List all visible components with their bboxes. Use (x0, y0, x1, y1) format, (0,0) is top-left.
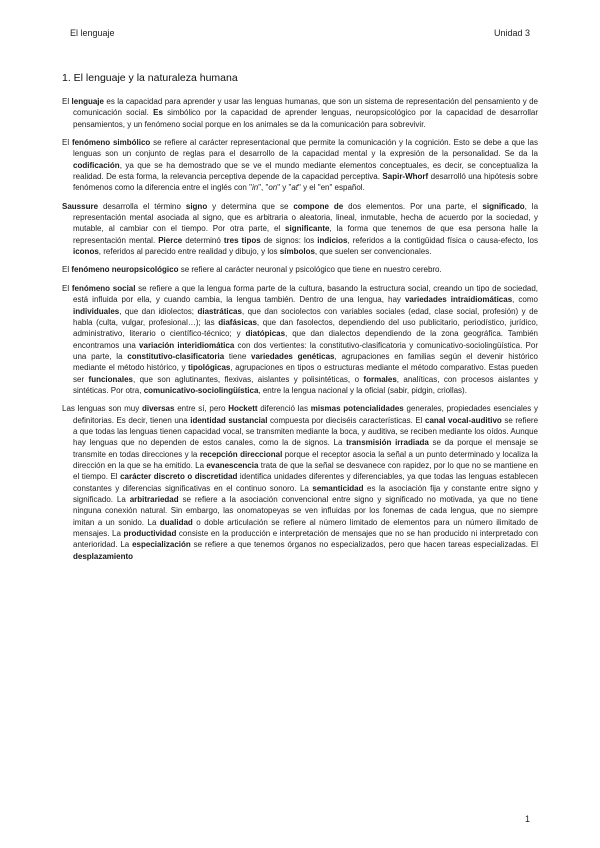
text-run: se refiere a que tenemos órganos no especializados, pero que hacen tareas especializadas. El (190, 540, 538, 550)
text-run: se refiere al carácter neuronal y psicológico que tiene en nuestro cerebro. (178, 265, 442, 275)
page-number: 1 (524, 814, 530, 824)
paragraph-lenguaje-definition (62, 96, 538, 130)
bold-term: signo (185, 201, 208, 211)
bold-term: lenguaje (71, 97, 104, 106)
text-run: es la capacidad para aprender y usar las lenguas humanas, que son un sistema de representación del pensamiento y de comunicación social. (73, 97, 538, 118)
bold-term: diversas (141, 404, 175, 414)
text-run: , referidos al parecido entre realidad y dibujo, y los (98, 247, 280, 257)
text-run: de signos: los (260, 235, 318, 245)
text-run: dos elementos. Por una parte, el (343, 201, 483, 211)
text-run: o doble articulación se refiere al número limitado de elementos para un número ilimitado de mensajes. La (73, 517, 538, 539)
bold-term: iconos (73, 247, 99, 257)
bold-term: tres tipos (223, 235, 261, 245)
text-run: , agrupaciones en familias según el devenir histórico mediante el método histórico, y (73, 351, 539, 373)
bold-term: formales (363, 374, 397, 384)
bold-term: tipológicas (188, 363, 231, 373)
bold-term: variación interidiomática (139, 340, 235, 350)
text-run: desarrolló una hipótesis sobre fenómenos como la diferencia entre el inglés con " (73, 172, 539, 193)
text-run: , la representación mental asociada al signo, que es arbitraria o aleatoria, lineal, inmutable, hecha de acuerdo por la sociedad, y mutable, al cambiar con el tiempo. Por otra parte, el (73, 201, 539, 234)
bold-term: carácter discreto o discretidad (120, 472, 238, 482)
bold-term: transmisión irradiada (346, 438, 429, 448)
text-run: El (62, 265, 72, 275)
text-run: Las lenguas son muy (62, 404, 142, 414)
bold-term: codificación (73, 160, 120, 170)
text-run: simbólico por la capacidad de aprender lenguas, neuropsicológico por la capacidad de desarrollar pensamientos, y un fenómeno social porque en los animales se da la comunicación para sobrevivir. (73, 108, 538, 129)
bold-term: mismas potencialidades (310, 404, 404, 414)
bold-term: Hockett (228, 404, 258, 414)
bold-term: fenómeno simbólico (71, 138, 151, 148)
text-run: ", " (258, 183, 269, 193)
bold-term: diafásicas (218, 317, 257, 327)
bold-term: significado (482, 201, 525, 211)
paragraph-hockett-caracteristicas (62, 403, 538, 562)
bold-term: especialización (132, 540, 191, 550)
italic-term: in (251, 183, 259, 193)
text-run: se refiere a que la lengua forma parte de la cultura, basando la estructura social, creando un tipo de sociedad, está influida por ella, y cuando cambia, la lengua también. Dentro de una lengua, hay (73, 283, 539, 305)
text-run: y determina que se (207, 201, 294, 211)
text-run: determinó (182, 235, 224, 245)
bold-term: canal vocal-auditivo (425, 415, 502, 425)
bold-term: Sapir-Whorf (382, 172, 429, 182)
bold-term: individuales (73, 306, 120, 316)
bold-term: fenómeno neuropsicológico (71, 265, 179, 275)
text-run: " y el "en" español. (298, 183, 365, 193)
body-text (62, 96, 538, 569)
bold-term: variedades intraidiomáticas (404, 295, 513, 305)
text-run: consiste en la producción e interpretación de mensajes que no se han producido ni interpretado con anterioridad. La (73, 529, 538, 550)
bold-term: comunicativo-sociolingüística (143, 385, 259, 395)
text-run: diferenció las (257, 404, 311, 414)
text-run: generales, propiedades esenciales y definitorias. Es decir, tienen una (73, 404, 538, 425)
text-run: trata de que la señal se desvanece con rapidez, por lo que no se mantiene en el tiempo. El (73, 460, 539, 482)
text-run: compuesta por dieciséis características. El (267, 415, 426, 425)
bold-term: recepción direccional (199, 449, 283, 459)
text-run: identifica unidades diferentes y diferenciables, ya que todas las lenguas establecen constantes y diferencias significativas en el continuo sonoro. La (73, 472, 538, 493)
paragraph-fenomeno-simbolico (62, 137, 538, 194)
text-run: se refiere al carácter representacional que permite la comunicación y la cognición. Esto se debe a que las lenguas son un conjunto de reglas para el desarrollo de la capacidad mental y la expresión de la personalidad. Se da la (73, 138, 538, 159)
text-run: , como (512, 295, 538, 305)
text-run: , ya que se ha demostrado que se ve el mundo mediante elementos conceptuales, es decir, se conceptualiza la realidad. De esta forma, la relevancia perceptiva depende de la capacidad perceptiva. (73, 160, 538, 182)
text-run: , la forma que tenemos de que esa persona halle la representación mental. (73, 224, 538, 245)
paragraph-fenomeno-neuropsicologico (62, 264, 538, 275)
bold-term: identidad sustancial (190, 415, 268, 425)
text-run: desarrolla el término (98, 201, 186, 211)
text-run: porque el receptor asocia la señal a un punto determinado y localiza la dirección en la que se ha emitido. La (73, 449, 538, 470)
header-document-title: El lenguaje (70, 28, 115, 38)
text-run: El (62, 283, 72, 293)
text-run: , que dan fasolectos, dependiendo del uso publicitario, periodístico, jurídico, administrativo, literario o científico-técnico; y (73, 317, 538, 339)
text-run: , agrupaciones en tipos o estructuras mediante el método comparativo. Estas pueden ser (73, 363, 538, 384)
bold-term: dualidad (159, 517, 193, 527)
bold-term: semanticidad (312, 483, 364, 493)
bold-term: diastráticas (197, 306, 242, 316)
bold-term: constitutivo-clasificatoria (127, 351, 225, 361)
bold-term: desplazamiento (73, 551, 134, 561)
text-run: entre sí, pero (174, 404, 229, 414)
text-run: tiene (224, 351, 252, 361)
bold-term: funcionales (88, 374, 133, 384)
paragraph-saussure-signo (62, 201, 538, 258)
text-run: , entre la lengua nacional y la oficial (sabir, pidgin, criollas). (258, 385, 467, 395)
bold-term: significante (285, 224, 330, 234)
bold-term: evanescencia (206, 460, 259, 470)
bold-term: variedades genéticas (251, 351, 335, 361)
section-title: 1. El lenguaje y la naturaleza humana (62, 72, 238, 84)
text-run: " y " (277, 183, 292, 193)
paragraph-fenomeno-social (62, 283, 538, 396)
bold-term: arbitrariedad (129, 495, 179, 504)
text-run: , referidos a la contigüidad física o causa-efecto, los (347, 235, 538, 245)
text-run: , que suelen ser convencionales. (314, 247, 432, 257)
text-run: , que dan dialectos dependiendo de la zona geográfica. También encontramos una (73, 329, 539, 350)
text-run: es la asociación fija y constante entre signo y significado. La (73, 483, 538, 504)
italic-term: at (291, 183, 299, 193)
bold-term: productividad (123, 529, 177, 539)
text-run: se da porque el mensaje se transmite en todas direcciones y la (73, 438, 538, 459)
text-run: El (62, 138, 72, 148)
text-run: se refiere a la asociación convencional entre signo y significado no motivada, ya que no tiene ninguna conexión natural. Sin embargo, las onomatopeyas se ven influidas por los fonemas de cada lengua, que no siempre imitan a un sonido. La (73, 495, 538, 527)
text-run: , que son aglutinantes, flexivas, aislantes y polisintéticas, o (132, 374, 364, 384)
text-run: , que dan idiolectos; (119, 306, 198, 316)
italic-term: on (268, 183, 278, 193)
bold-term: compone de (293, 201, 344, 211)
bold-term: fenómeno social (71, 283, 136, 293)
bold-term: indicios (317, 235, 348, 245)
bold-term: Pierce (158, 235, 183, 245)
text-run: , analíticas, con procesos aislantes y sintéticas. Por otra, (73, 374, 538, 395)
text-run: El (62, 97, 72, 106)
page-header (70, 28, 530, 42)
text-run: , que dan sociolectos con variables sociales (edad, clase social, profesión) y de habla (culta, vulgar, profesional…); las (73, 306, 538, 327)
text-run: se refiere a que todas las lenguas tienen capacidad vocal, se transmiten mediante la boca, y auditiva, se reciben mediante los oídos. Aunque hay lenguas que no dependen de estos canales, como la de signos. La (73, 415, 539, 448)
text-run: con dos vertientes: la constitutivo-clasificatoria y comunicativo-sociolingüística. Por una parte, la (73, 340, 538, 361)
bold-term: diatópicas (245, 329, 286, 339)
bold-term: símbolos (279, 247, 315, 257)
header-unit-label: Unidad 3 (493, 28, 530, 38)
bold-term: Es (153, 108, 163, 118)
bold-term: Saussure (62, 201, 99, 211)
